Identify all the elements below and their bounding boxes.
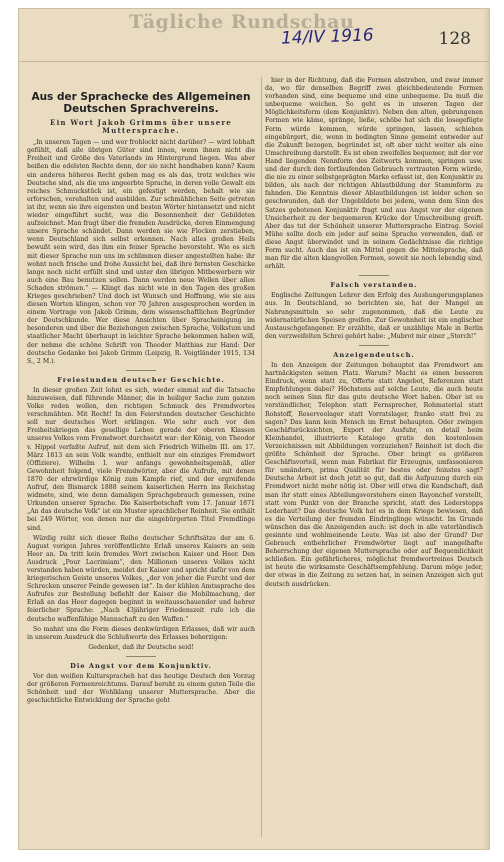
section-title: Freiestunden deutscher Geschichte. <box>57 375 225 384</box>
paragraph: „In unseren Tagen — und wer frohlockt nicht darüber? — wird lebhaft gefühlt, daß alle übrigen Güter sind innen, wenn ihnen nicht die Freiheit und Größe des Vaterlands im Hintergrund liegen. Was aber heißen die edelsten Rechte denn, der sie nicht handhaben kann? Kaum ein anderes höheres Recht geben mag es als das, trotz welches wie Deutsche sind, als die uns angeerbte Sprache, in deren volle Gewalt ein reiches Schmuckstück ist, ein gefestigt werden, behalt wie sie erforschen, verehalten und ausbilden. Zur schmählichen Seite getreten ist ihr, wenn sie ihre eigensten und besten Wörter hintansetzt und nicht wieder eingeführt sucht, was die Besonnenheit der Gebildeten aufzeichnet. Man fragt über die fremden Ausdrücke, deren Einmengung unsere Sprache schändet. Dann werden sie wie Flocken zerstieben, wenn Deutschland sich selbst erkennen. Nach alles großen Heils bewußt sein wird, das ihm ein feiner Sprache bevorsteht. Wie es sich mit dieser Sprache nun uns im schlimmen dieser angestellten habe: ihr wohnt noch frische und frohe Aussicht bei, daß ihre fernsten Geschicke lange noch nicht erfüllt sind und unter den übrigen Mitbewerbern wir auch eine Bau benutzen sollen. Dann werden neue Wellen über allen Schaden strömen.“ — Klingt das nicht wie in den Tagen des großen Krieges geschrieben? Und doch ist Wunsch und Hoffnung, wie sie aus diesen Worten klingen, schon vor 70 Jahren ausgesprochen worden in einem Vortrage von Jakob Grimm, dem wissenschaftlichen Begründer der Deutschkunde. Wer diese Ansichten über Spracheinigung im besonderen und über die Beziehungen zwischen Sprache, Volkstum und staatlicher Macht überhaupt in leichter Sprache bekommen haben will, der nehme die schöne Schrift von Theodor Matthias zur Hand: Der deutsche Gedanke bei Jakob Grimm (Leipzig, R. Voigtländer 1915, 134 S., 2 M.). <box>27 139 255 365</box>
section-title: Anzeigendeutsch. <box>333 350 415 359</box>
divider <box>126 370 156 371</box>
section-title: Die Angst vor dem Konjunktiv. <box>70 661 212 670</box>
masthead <box>19 9 489 62</box>
divider <box>126 656 156 657</box>
paragraph: In dieser großen Zeit lohnt es sich, wieder einmal auf die Tatsache hinzuweisen, daß führende Männer, die in heiliger Sache zum ganzen Volke reden wollen, den richtigen Schmuck des Fremdwortes verschmähten. Mit Recht! In den Feierstunden deutscher Geschichte soll nur deutsches Wort erklingen. Wie sehr auch vor den Freiheitskriegen das gesellige Leben gerade der oberen Klassen unseres Volkes vom Fremdwort durchsetzt war: der König, von Theodor v. Hippel verfaßte Aufruf, mit dem sich Friedrich Wilhelm III. am 17. März 1813 an sein Volk wandte, enthielt nur ein einziges Fremdwort (Offiziere). Wilhelm I. war anfangs gewohnheitsgemäß, aller Gewohnheit folgend, viele Fremdwörter, aber die Aufrufe, mit denen 1870 der ehrwürdige König zum Kampfe rief, und der ergreifende Aufruf, den Bismarck 1888 seinem kaiserlichen Herrn ins Reichstag widmete, sind, wie denn damaligen Sprachgebrauch gemessen, reine Urkunden unserer Sprache. Die Kaiserbotschaft vom 17. Januar 1871 „An das deutsche Volk“ ist ein Muster sprachlicher Reinheit. Sie enthält bei 249 Wörter, von denen nur die eingebürgerten Titel Fremdlinge sind. <box>27 386 255 532</box>
paragraph: Vor den weißen Kulturspracheh hat das heutige Deutsch den Vorzug der größeren Formenreichtums. Darauf beruht zu einem guten Teile die Schönheit und der Wohlklang unserer Muttersprache. Aber die geschichtliche Entwicklung der Sprache geht <box>27 673 255 705</box>
page-number: 128 <box>438 29 471 49</box>
paper-edge <box>483 9 489 849</box>
article-headline: Aus der Sprachecke des Allgemeinen Deutschen Sprachvereins. <box>31 91 251 115</box>
paragraph: hier in der Richtung, daß die Formen abstreben, und zwar immer da, wo für denselben Begriff zwei gleichbedeutende Formen vorhanden sind, eine bequeme und eine unbequeme. Da muß die unbequeme weichen. So geht es in unseren Tagen der Möglichkeitsform (dem Konjunktiv). Neben den alten, gebrungenen Formen wie käme, spränge, ließe, schöbe hat sich die losegefügte Form würde kommen, würde springen, lassen, schieben eingebürgert, die, wenn in bedingten Sinne gemeint entweder auf die Zukunft bezogen, begründet ist, oft aber nicht weiter als eine Umschreibung darstellt. Es ist eben zweifellos bequemer, mit der vor Hand liegenden Nennform des Zeitworts kommen, springen usw. und der durch den fortlaufenden Gebrauch vertrauten Form würde, die nie zu einer selbstgeprägten Marke erfasst ist, den Konjunktiv zu bilden, als nach der richtigen Ablautbildung der Stammform zu fahnden. Die Kenntnis dieser Ablautbildungen ist leider schon so geschwunden, daß der Ungebildete bei jedem, wenn dem Sinn des Satzes gebotenen Konjunktiv fragt und aus Angst vor der eigenen Unsicherheit zu der bequemeren Krücke der Umschreibung greift. Aber das tut der Schönheit unserer Muttersprache Eintrag. Soviel Mühe sollte doch ein jeder auf seine Sprache verwenden, daß er diese Angst überwindet und in seinem Gedächtnisse die richtige Form sucht. Auch das ist ein Mittel gegen die Mittelsprache, daß man für die alten klangvollen Formen, soweit sie noch lebendig sind, erhält. <box>265 77 483 271</box>
paragraph: Englische Zeitungen Lehrer den Erfolg des Aushungerungsplanes aus. In Deutschland, so berichten sie, hat der Mangel an Nahrungsmitteln so sehr zugenommen, daß die Leute zu widernatürlichen Speisen greifen. Zur Gewohnheit ist ein englischer Austauschgefangener. Er erzählte, daß er unzählige Male in Berlin den verzweifelten Schrei gehört habe: „Mubrot mir einer „Storch!“ <box>265 292 483 340</box>
section-title: Falsch verstanden. <box>330 281 418 290</box>
right-column <box>265 77 483 837</box>
masthead-title: Tägliche Rundschau <box>129 11 355 33</box>
paragraph: Würdig reiht sich dieser Reihe deutscher Schriftsätze der am 6. August vorigen Jahres veröffentlichte Erlaß unseres Kaisers an sein Heer an. Da tritt kein fremdes Wort zwischen Kaiser und Heer. Den Ausdruck „Pour Lacrimiam“, den Millionen unseres Volkes nicht verstanden haben würden, meidet der Kaiser und spricht dafür von dem kriegerischen Geiste unseres Volkes, „der von jeher die Furcht und der Schrecken unserer Feinde gewesen ist“. In der kühlen Amtssprache des Aufrufes zur Bestellung befiehlt der Kaiser die Mobilmachung, der Erlaß an das Heer dagegen beginnt in weitausschauender und hehrer feierlicher Sprache: „Nach 43jähriger Friedenszeit rufe ich die deutsche waffenfähige Mannschaft zu den Waffen.“ <box>27 534 255 623</box>
left-column <box>27 77 262 837</box>
paragraph: In den Anzeigen der Zeitungen behauptet das Fremdwort am hartnäckigsten seinen Platz. Warum? Macht es einen besseren Eindruck, wenn statt zu, Offerte statt Angebot, Referenzen statt Empfehlungen dabei? Höchstens auf solche Leute, die auch heute noch seinen Sinn für das gute deutsche Wort haben. Ober ist es verständlicher, Telephon statt Fernsprecher, Rohmaterial statt Rohstoff, Reserveolager statt Vorratslager, franko statt frei zu sagen? Das kann kein Mensch im Ernst behaupten. Oder zwingen Geschäftsrücksichten, Export der Ausfuhr, en detail beim Kleinhandel, illustrierte Kataloge gratis den kostenlosen Verzeichnissen mit Abbildungen vorzuziehen? Reinheit ist doch die größte Schönheit der Sprache. Ober bringt es größeren Geschäftsvorteil, wenn man Fabrikat für Erzeugnis, umfassonieren für umändern, prima Qualität für bestes oder feinstes sagt? Deutsche Arbeit ist doch jetzt so gut, daß die Aufpuzung durch ein Fremdwort nicht mehr nötig ist. Ober will etwa die Kundschaft, daß man ihr statt eines Abteilungsvorstehers einen Rayonchef vorstellt, statt vom Punkt von der Branche spricht, statt des Lederstopps Lederhaut? Das deutsche Volk hat es in dem Kriege bewiesen, daß es die Verteilung der fremden Eindringlinge wünscht. Im Grunde wünschen das die Anzeigenden auch: ist doch in alle vaterländisch gesinnte und wohlmeinende Leute. Was ist also der Grund? Der Gebrauch entbehrlicher Fremdwörter liegt auf mangelhafte Beherrschung der eigenen Muttersprache oder auf Bequemlichkeit schließen. Ein gefährlicheres, möglichst fremdwortreines Deutsch ist heute die wirksamste Geschäftsempfehlung. Darum möge jeder, der etwas in die Zeitung zu setzen hat, in seinen Anzeigen sich gut deutsch ausdrücken. <box>265 362 483 588</box>
paragraph: So mahnt uns die Form dieses denkwürdigen Erlasses, daß wir auch in unserem Ausdruck die Schlußworte des Erlasses beherzigen: <box>27 625 255 641</box>
newspaper-clipping <box>18 8 490 850</box>
article-subhead: Ein Wort Jakob Grimms über unsere Muttersprache. <box>50 118 232 136</box>
divider <box>359 345 389 346</box>
quote-line: Gedenket, daß ihr Deutsche seid! <box>88 643 194 651</box>
handwritten-date: 14/IV 1916 <box>280 25 374 49</box>
divider <box>359 275 389 276</box>
